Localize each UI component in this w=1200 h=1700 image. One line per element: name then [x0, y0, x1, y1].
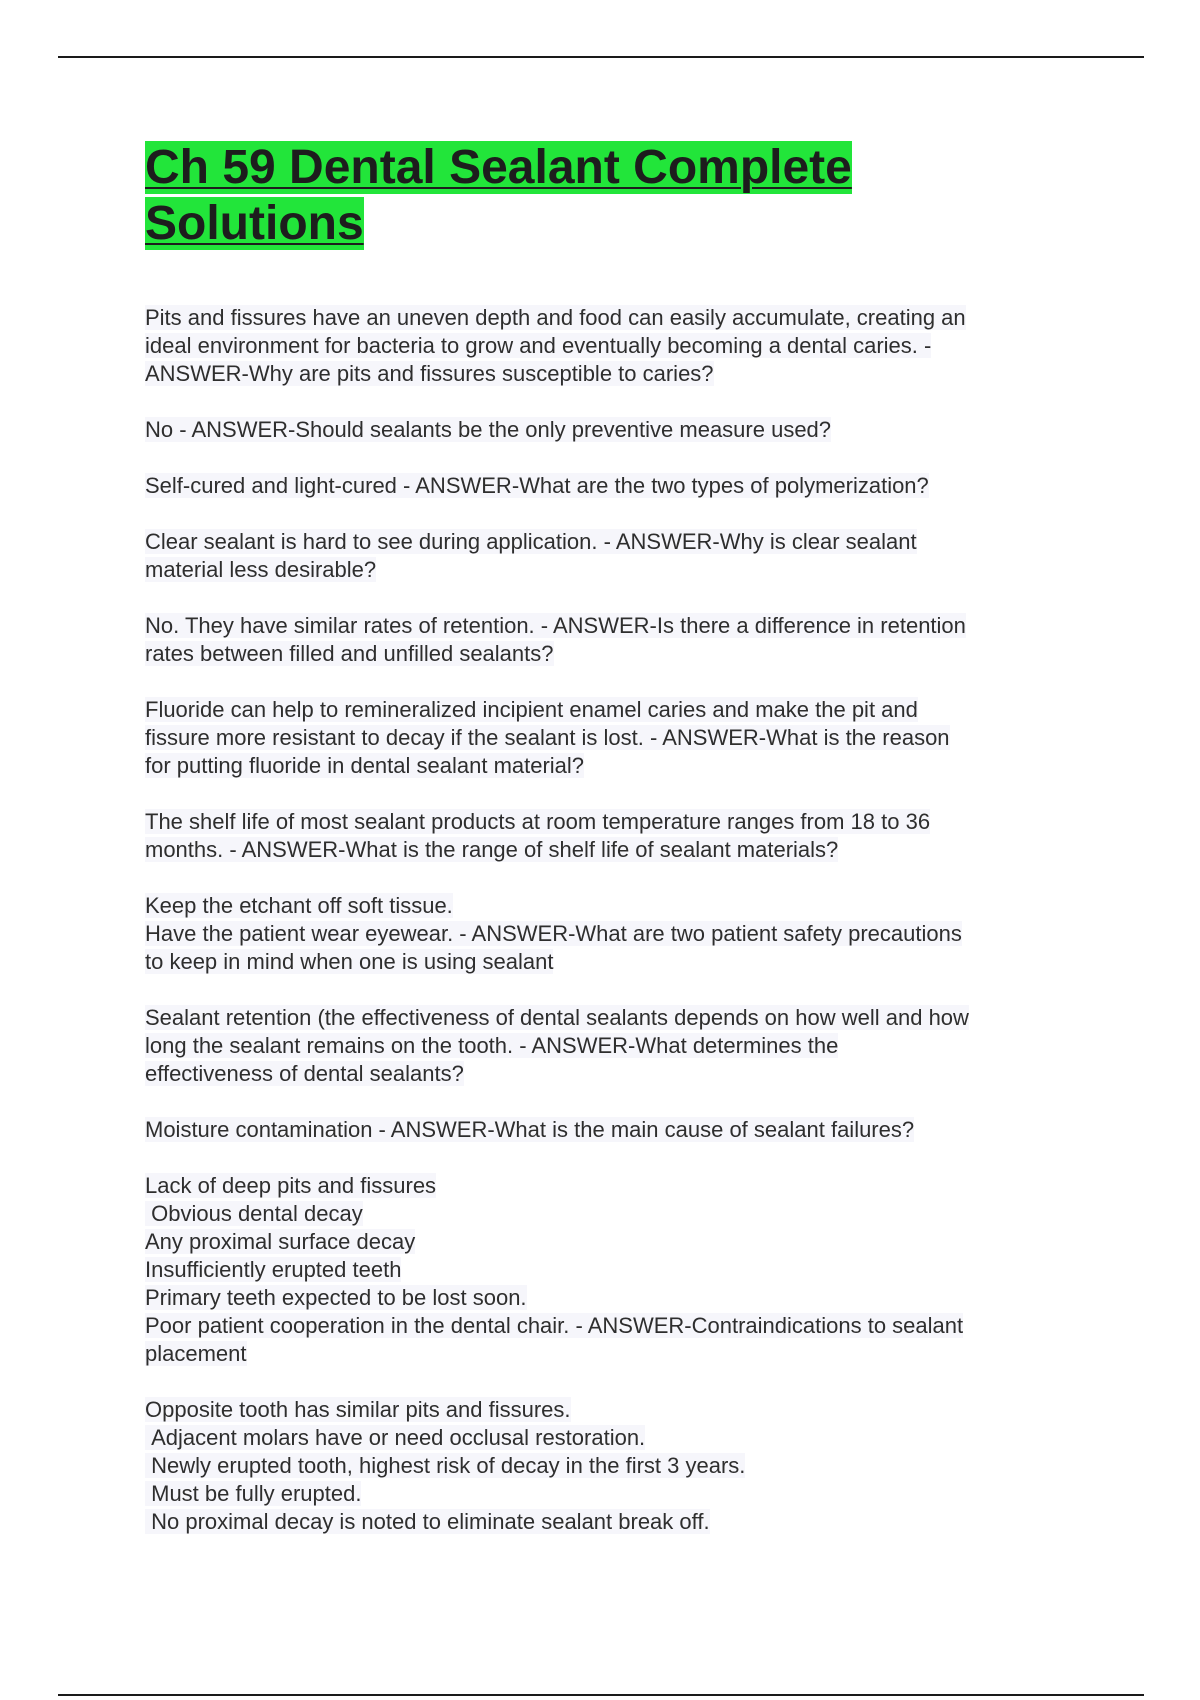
qa-line-text: Fluoride can help to remineralized incipient enamel caries and make the pit and [145, 697, 918, 722]
qa-line-text: material less desirable? [145, 557, 377, 582]
qa-item [145, 808, 1065, 864]
qa-line-text: fissure more resistant to decay if the sealant is lost. - ANSWER-What is the reason [145, 725, 950, 750]
qa-line-text: No - ANSWER-Should sealants be the only preventive measure used? [145, 417, 832, 442]
qa-line-text: Self-cured and light-cured - ANSWER-What are the two types of polymerization? [145, 473, 929, 498]
qa-line [145, 304, 1065, 332]
qa-item [145, 1116, 1065, 1144]
qa-item [145, 472, 1065, 500]
qa-line-text: Sealant retention (the effectiveness of dental sealants depends on how well and how [145, 1005, 969, 1030]
qa-line [145, 1256, 1065, 1284]
qa-line [145, 528, 1065, 556]
qa-line [145, 920, 1065, 948]
qa-line [145, 808, 1065, 836]
qa-line [145, 472, 1065, 500]
qa-line [145, 1396, 1065, 1424]
qa-line-text: placement [145, 1341, 247, 1366]
qa-line-text: Have the patient wear eyewear. - ANSWER-What are two patient safety precautions [145, 921, 962, 946]
qa-line-text: Adjacent molars have or need occlusal restoration. [145, 1425, 646, 1450]
qa-line-text: Poor patient cooperation in the dental chair. - ANSWER-Contraindications to sealant [145, 1313, 964, 1338]
qa-line-text: Pits and fissures have an uneven depth and food can easily accumulate, creating an [145, 305, 966, 330]
qa-line-text: Clear sealant is hard to see during application. - ANSWER-Why is clear sealant [145, 529, 917, 554]
page-title-text: Ch 59 Dental Sealant Complete Solutions [145, 141, 852, 250]
qa-list [145, 304, 1065, 1564]
qa-line [145, 612, 1065, 640]
qa-line [145, 1060, 1065, 1088]
qa-line-text: effectiveness of dental sealants? [145, 1061, 464, 1086]
qa-line-text: long the sealant remains on the tooth. - ANSWER-What determines the [145, 1033, 839, 1058]
qa-line-text: No proximal decay is noted to eliminate sealant break off. [145, 1509, 710, 1534]
qa-line [145, 1312, 1065, 1340]
qa-line [145, 1340, 1065, 1368]
qa-line [145, 1116, 1065, 1144]
qa-line-text: The shelf life of most sealant products at room temperature ranges from 18 to 36 [145, 809, 931, 834]
qa-line [145, 360, 1065, 388]
page-title [145, 140, 905, 252]
qa-line-text: Keep the etchant off soft tissue. [145, 893, 453, 918]
qa-line-text: Obvious dental decay [145, 1201, 363, 1226]
qa-line [145, 836, 1065, 864]
qa-line [145, 1172, 1065, 1200]
qa-line [145, 1032, 1065, 1060]
top-rule [58, 56, 1144, 58]
qa-line-text: Newly erupted tooth, highest risk of decay in the first 3 years. [145, 1453, 746, 1478]
qa-item [145, 696, 1065, 780]
qa-item [145, 892, 1065, 976]
qa-line-text: Opposite tooth has similar pits and fissures. [145, 1397, 571, 1422]
bottom-rule [58, 1694, 1144, 1696]
qa-line [145, 416, 1065, 444]
qa-line-text: ANSWER-Why are pits and fissures susceptible to caries? [145, 361, 714, 386]
qa-line [145, 556, 1065, 584]
qa-line [145, 948, 1065, 976]
qa-line [145, 1284, 1065, 1312]
qa-line-text: for putting fluoride in dental sealant material? [145, 753, 585, 778]
qa-item [145, 528, 1065, 584]
qa-line [145, 752, 1065, 780]
qa-line-text: Lack of deep pits and fissures [145, 1173, 437, 1198]
qa-item [145, 1172, 1065, 1368]
qa-line-text: Moisture contamination - ANSWER-What is the main cause of sealant failures? [145, 1117, 915, 1142]
qa-line-text: Primary teeth expected to be lost soon. [145, 1285, 527, 1310]
qa-line [145, 892, 1065, 920]
qa-item [145, 1396, 1065, 1536]
qa-line [145, 696, 1065, 724]
qa-line-text: months. - ANSWER-What is the range of shelf life of sealant materials? [145, 837, 839, 862]
qa-line [145, 1452, 1065, 1480]
qa-line [145, 1228, 1065, 1256]
qa-line [145, 724, 1065, 752]
qa-line [145, 332, 1065, 360]
qa-line [145, 1480, 1065, 1508]
qa-line [145, 1508, 1065, 1536]
qa-line [145, 640, 1065, 668]
qa-item [145, 304, 1065, 388]
qa-line [145, 1200, 1065, 1228]
qa-line [145, 1424, 1065, 1452]
qa-item [145, 416, 1065, 444]
qa-line-text: rates between filled and unfilled sealants? [145, 641, 554, 666]
qa-item [145, 1004, 1065, 1088]
qa-line-text: Any proximal surface decay [145, 1229, 416, 1254]
qa-line-text: Insufficiently erupted teeth [145, 1257, 402, 1282]
qa-line [145, 1004, 1065, 1032]
qa-line-text: No. They have similar rates of retention. - ANSWER-Is there a difference in retention [145, 613, 966, 638]
qa-line-text: Must be fully erupted. [145, 1481, 362, 1506]
qa-line-text: to keep in mind when one is using sealant [145, 949, 554, 974]
qa-line-text: ideal environment for bacteria to grow and eventually becoming a dental caries. - [145, 333, 932, 358]
qa-item [145, 612, 1065, 668]
